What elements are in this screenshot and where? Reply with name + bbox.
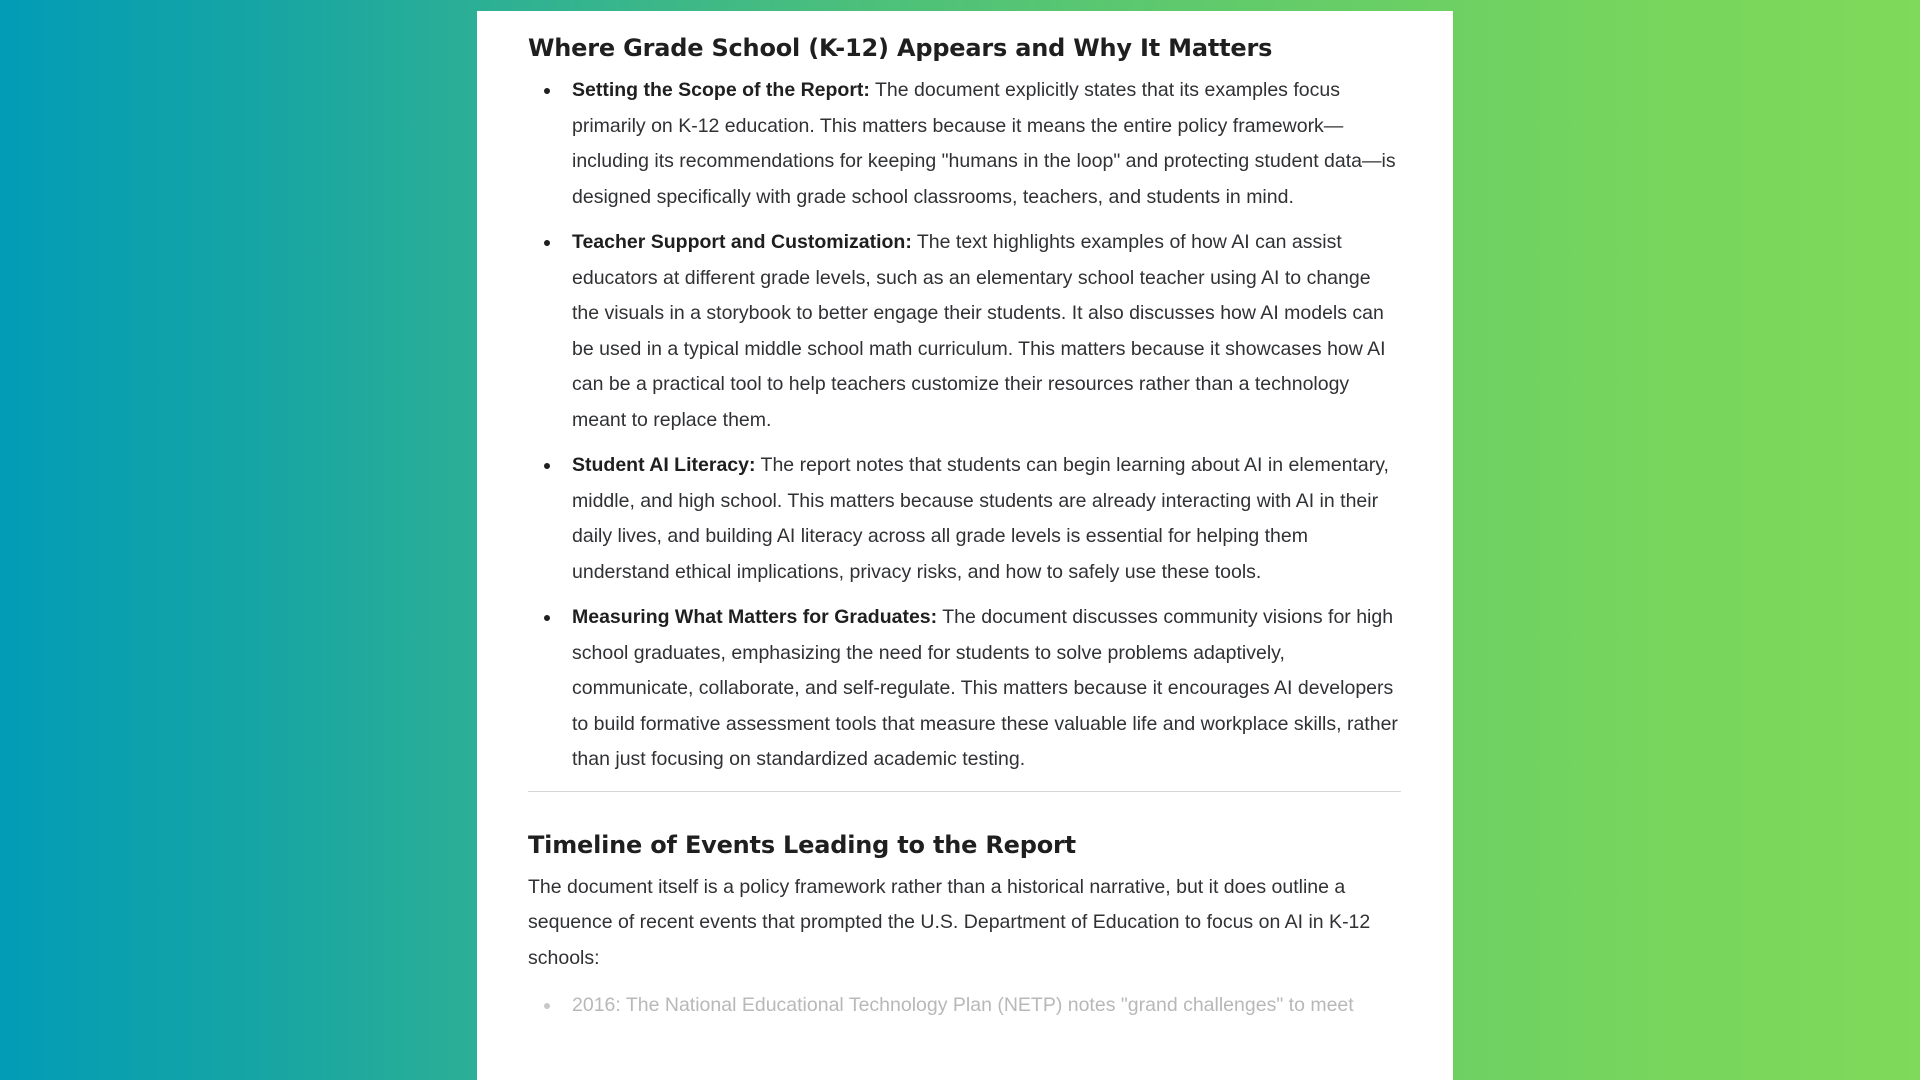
list-item — [528, 600, 1401, 778]
bullet-icon — [544, 88, 550, 94]
bullet-icon — [544, 1003, 550, 1009]
grade-school-list — [528, 73, 1401, 778]
bullet-icon — [544, 615, 550, 621]
list-item — [528, 73, 1401, 215]
list-item — [528, 225, 1401, 438]
list-item-title: Student AI Literacy: — [572, 454, 756, 476]
list-item-text: The document discusses community visions for high school graduates, emphasizing the need for students to solve problems adaptively, communicate, collaborate, and self-regulate. This matters because it encourages AI developers to build formative assessment tools that measure these valuable life and workplace skills, rather than just focusing on standardized academic testing. — [572, 606, 1398, 770]
list-item-title: Measuring What Matters for Graduates: — [572, 606, 938, 628]
timeline-intro-paragraph: The document itself is a policy framework rather than a historical narrative, but it does outline a sequence of recent events that prompted the U.S. Department of Education to focus on AI in K-12 schools: — [528, 875, 1371, 969]
list-item-text: The text highlights examples of how AI can assist educators at different grade levels, such as an elementary school teacher using AI to change the visuals in a storybook to better engage their students. It also discusses how AI models can be used in a typical middle school math curriculum. This matters because it showcases how AI can be a practical tool to help teachers customize their resources rather than a technology meant to replace them. — [572, 231, 1386, 431]
list-item-text: The report notes that students can begin learning about AI in elementary, middle, and high school. This matters because students are already interacting with AI in their daily lives, and building AI literacy across all grade levels is essential for helping them understand ethical implications, privacy risks, and how to safely use these tools. — [572, 454, 1389, 583]
section-heading-grade-school: Where Grade School (K-12) Appears and Why It Matters — [528, 34, 1273, 62]
list-item — [528, 448, 1401, 590]
list-item-text: The document explicitly states that its examples focus primarily on K-12 education. This matters because it means the entire policy framework—including its recommendations for keeping "humans in the loop" and protecting student data—is designed specifically with grade school classrooms, teachers, and students in mind. — [572, 79, 1396, 208]
section-divider — [528, 791, 1401, 792]
bullet-icon — [544, 240, 550, 246]
list-item-title: Setting the Scope of the Report: — [572, 79, 870, 101]
document-card — [477, 11, 1453, 1080]
timeline-item-faded — [528, 988, 1401, 1024]
section-heading-timeline: Timeline of Events Leading to the Report — [528, 830, 1076, 859]
bullet-icon — [544, 463, 550, 469]
list-item-title: Teacher Support and Customization: — [572, 231, 912, 253]
timeline-item-text: 2016: The National Educational Technology Plan (NETP) notes "grand challenges" to meet — [572, 994, 1354, 1016]
